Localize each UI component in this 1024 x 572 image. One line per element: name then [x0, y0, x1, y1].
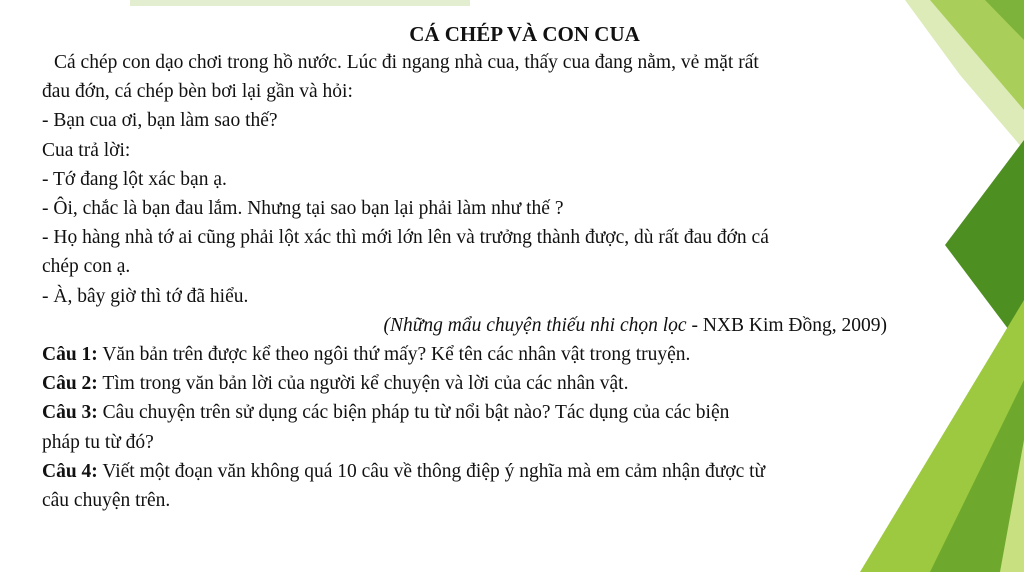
- question-3-cont: pháp tu từ đó?: [42, 431, 154, 453]
- story-paragraph-1: Cá chép con dạo chơi trong hồ nước. Lúc đi ngang nhà cua, thấy cua đang nằm, vẻ mặt rất: [54, 52, 759, 73]
- story-line-6: - À, bây giờ thì tớ đã hiểu.: [42, 285, 249, 307]
- top-banner-remnant: [130, 0, 470, 6]
- question-1: [42, 340, 957, 369]
- source-open-paren: (: [383, 314, 390, 336]
- story-line-4: - Ôi, chắc là bạn đau lắm. Nhưng tại sao bạn lại phải làm như thế ?: [42, 198, 564, 220]
- question-text: Viết một đoạn văn không quá 10 câu về thông điệp ý nghĩa mà em cảm nhận được từ: [97, 460, 766, 482]
- question-2: [42, 369, 957, 398]
- source-citation: [42, 311, 957, 340]
- question-text: Câu chuyện trên sử dụng các biện pháp tu từ nổi bật nào? Tác dụng của các biện: [97, 402, 730, 424]
- source-publisher: - NXB Kim Đồng, 2009): [686, 314, 887, 336]
- question-3: [42, 398, 957, 427]
- question-label: Câu 3:: [42, 402, 98, 424]
- question-label: Câu 1:: [42, 344, 98, 366]
- story-paragraph-1-cont: đau đớn, cá chép bèn bơi lại gần và hỏi:: [42, 81, 353, 103]
- question-4-cont: câu chuyện trên.: [42, 490, 171, 512]
- question-text: Văn bản trên được kể theo ngôi thứ mấy? Kể tên các nhân vật trong truyện.: [97, 344, 691, 366]
- story-line-1: - Bạn cua ơi, bạn làm sao thế?: [42, 110, 278, 132]
- story-line-3: - Tớ đang lột xác bạn ạ.: [42, 168, 227, 190]
- story-line-2: Cua trả lời:: [42, 139, 131, 161]
- document-body: [42, 20, 957, 515]
- question-text: Tìm trong văn bản lời của người kể chuyện và lời của các nhân vật.: [97, 373, 629, 395]
- story-title: CÁ CHÉP VÀ CON CUA: [409, 22, 640, 46]
- question-label: Câu 2:: [42, 373, 98, 395]
- question-label: Câu 4:: [42, 460, 98, 482]
- story-line-5: - Họ hàng nhà tớ ai cũng phải lột xác thì mới lớn lên và trưởng thành được, dù rất đau đớn cá: [42, 227, 769, 249]
- source-book-title: Những mẩu chuyện thiếu nhi chọn lọc: [390, 314, 687, 336]
- question-4: [42, 457, 957, 486]
- story-line-5-cont: chép con ạ.: [42, 256, 131, 278]
